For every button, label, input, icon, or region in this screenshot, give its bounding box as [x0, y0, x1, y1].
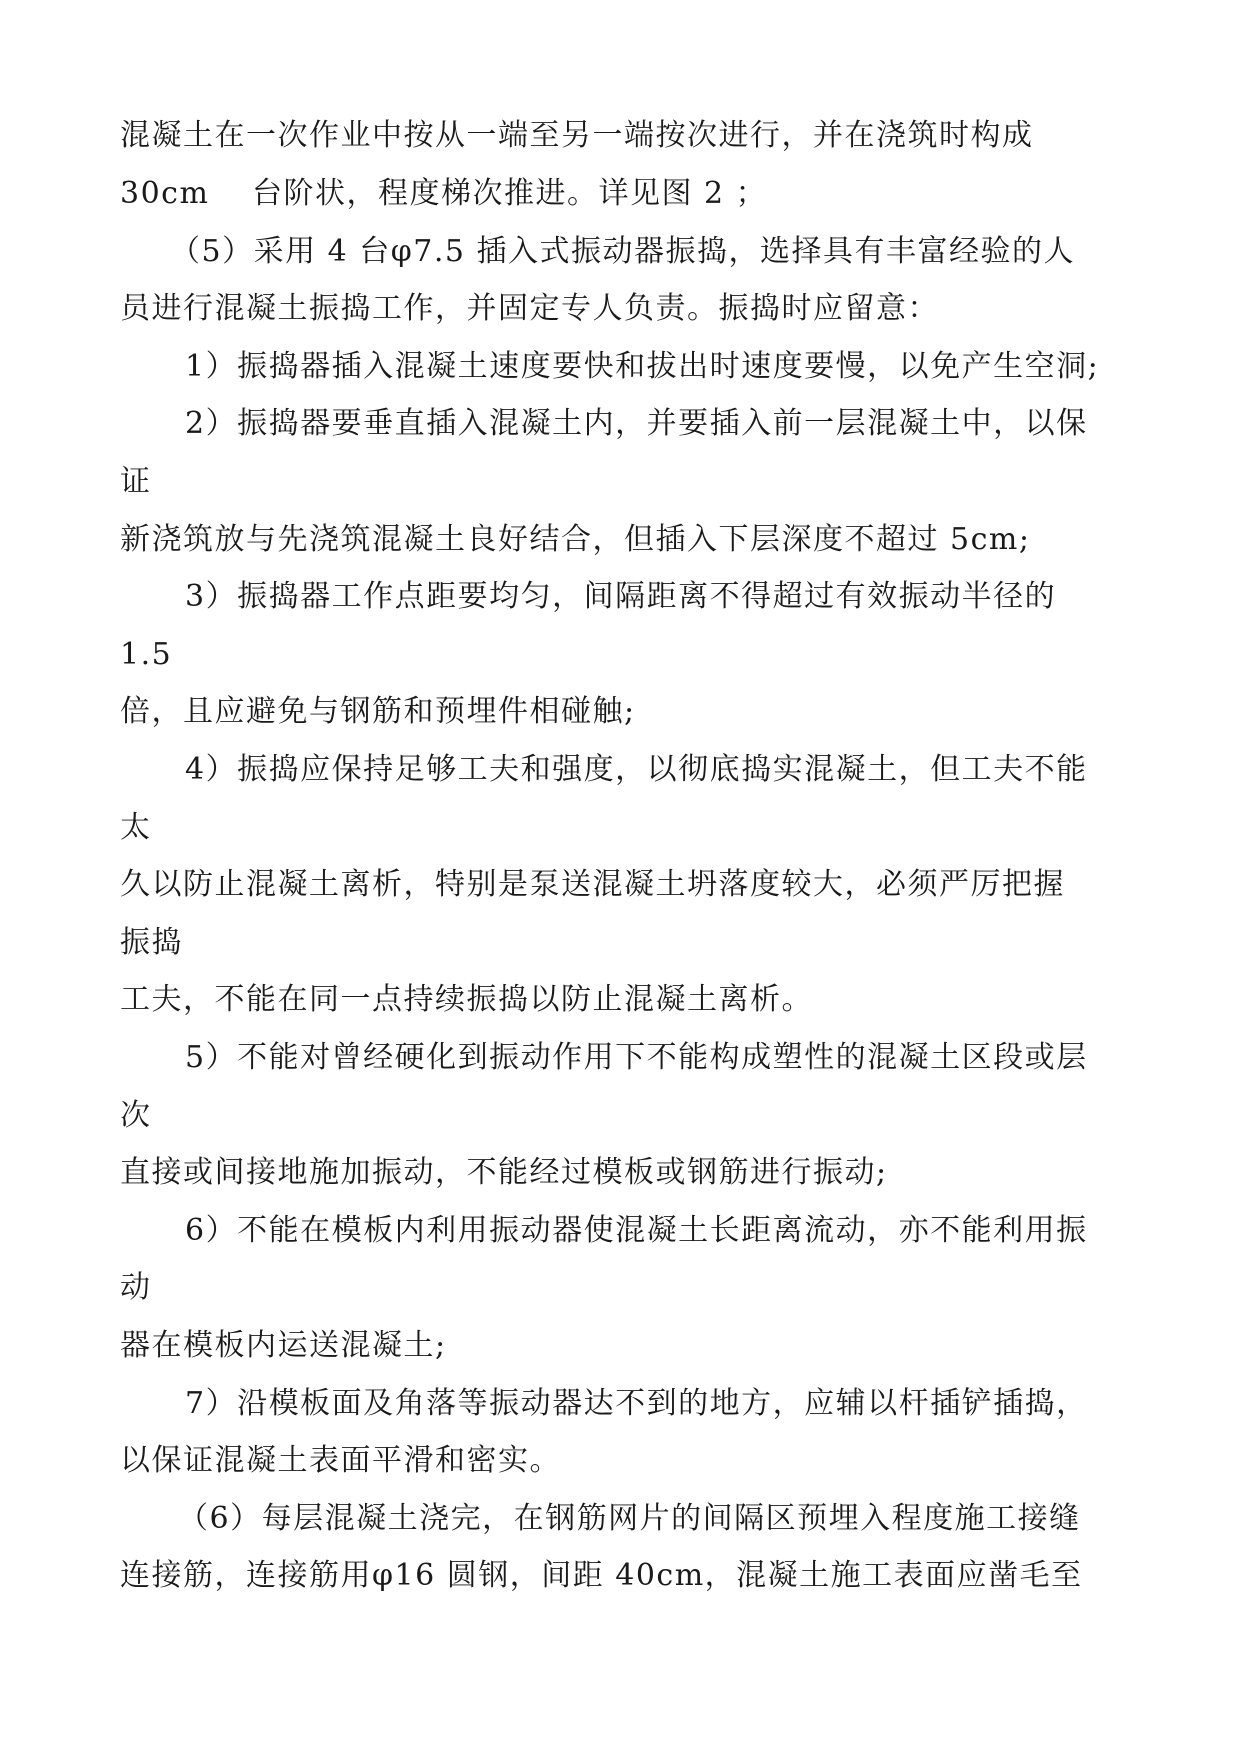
text-line-26: 连接筋，连接筋用φ16 圆钢，间距 40cm，混凝土施工表面应凿毛至 [120, 1558, 1083, 1593]
text-line-7: 证 [120, 464, 152, 499]
text-line-23: 7）沿模板面及角落等振动器达不到的地方，应辅以杆插铲插捣， [185, 1386, 1088, 1421]
text-line-1: 混凝土在一次作业中按从一端至另一端按次进行，并在浇筑时构成 [120, 118, 1034, 153]
text-line-19: 直接或间接地施加振动，不能经过模板或钢筋进行振动; [120, 1155, 888, 1190]
text-line-3: （5）采用 4 台φ7.5 插入式振动器振捣，选择具有丰富经验的人 [170, 234, 1075, 269]
text-line-16: 工夫，不能在同一点持续振捣以防止混凝土离析。 [120, 982, 813, 1017]
text-line-4: 员进行混凝土振捣工作，并固定专人负责。振捣时应留意： [120, 291, 939, 326]
text-line-9: 3）振捣器工作点距要均匀，间隔距离不得超过有效振动半径的 [185, 579, 1057, 614]
text-line-24: 以保证混凝土表面平滑和密实。 [120, 1443, 561, 1478]
text-line-8: 新浇筑放与先浇筑混凝土良好结合，但插入下层深度不超过 5cm; [120, 522, 1031, 557]
text-line-2: 30cm 台阶状，程度梯次推进。详见图 2 ； [120, 176, 768, 211]
text-line-17: 5）不能对曾经硬化到振动作用下不能构成塑性的混凝土区段或层 [185, 1040, 1088, 1075]
text-line-12: 4）振捣应保持足够工夫和强度，以彻底捣实混凝土，但工夫不能 [185, 752, 1088, 787]
text-line-20: 6）不能在模板内利用振动器使混凝土长距离流动，亦不能利用振 [185, 1213, 1088, 1248]
text-line-6: 2）振捣器要垂直插入混凝土内，并要插入前一层混凝土中，以保 [185, 406, 1088, 441]
text-line-5: 1）振捣器插入混凝土速度要快和拔出时速度要慢，以免产生空洞; [185, 349, 1100, 384]
text-line-22: 器在模板内运送混凝土; [120, 1328, 447, 1363]
text-line-25: （6）每层混凝土浇完，在钢筋网片的间隔区预埋入程度施工接缝 [178, 1501, 1081, 1536]
text-line-14: 久以防止混凝土离析，特别是泵送混凝土坍落度较大，必须严厉把握 [120, 867, 1065, 902]
text-line-21: 动 [120, 1270, 152, 1305]
text-line-18: 次 [120, 1098, 152, 1133]
text-line-10: 1.5 [120, 637, 173, 672]
text-line-13: 太 [120, 810, 152, 845]
text-line-11: 倍，且应避免与钢筋和预埋件相碰触; [120, 694, 636, 729]
text-line-15: 振捣 [120, 925, 183, 960]
